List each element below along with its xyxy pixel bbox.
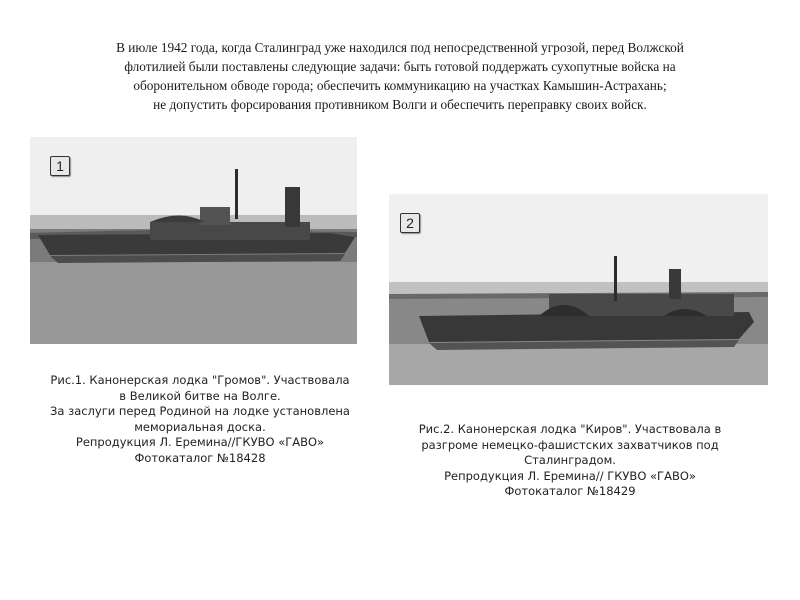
figure-1-badge: 1 [50,156,70,176]
boat-illustration [389,194,768,385]
caption-line: За заслуги перед Родиной на лодке установлена [50,404,350,418]
caption-line: Репродукция Л. Еремина//ГКУВО «ГАВО» [75,435,325,449]
caption-line: в Великой битве на Волге. [119,388,281,403]
intro-line: флотилией были поставлены следующие задачи: быть готовой поддержать сухопутные войска на [124,59,676,74]
intro-line: В июле 1942 года, когда Сталинград уже находился под непосредственной угрозой, перед Волжской [116,40,684,55]
figure-2-caption [415,422,725,500]
figure-2-badge: 2 [400,213,420,233]
caption-line: Фотокаталог №18428 [134,450,266,465]
caption-line: разгроме немецко-фашистских захватчиков под [421,437,719,452]
caption-line: Репродукция Л. Еремина// ГКУВО «ГАВО» [444,468,696,483]
boat-illustration [30,137,357,344]
caption-line: Сталинградом. [524,453,616,467]
gunboat-kirov-photo [389,194,768,385]
caption-line: Рис.2. Канонерская лодка "Киров". Участвовала в [418,422,722,436]
gunboat-gromov-photo [30,137,357,344]
caption-line: Рис.1. Канонерская лодка "Громов". Участвовала [50,373,350,387]
intro-line: оборонительном обводе города; обеспечить коммуникацию на участках Камышин-Астрахань; [133,78,667,93]
intro-line: не допустить форсирования противником Волги и обеспечить переправку своих войск. [153,97,647,112]
intro-text [40,38,760,114]
figure-1-caption [45,373,355,466]
caption-line: Фотокаталог №18429 [504,484,636,498]
caption-line: мемориальная доска. [134,419,266,434]
